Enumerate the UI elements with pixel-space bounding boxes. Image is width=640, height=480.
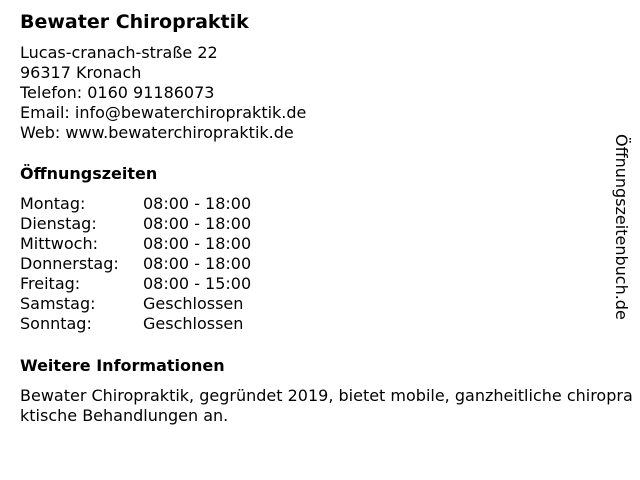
hours-value: 08:00 - 15:00: [143, 274, 252, 293]
city-postal-code: 96317 Kronach: [20, 63, 142, 82]
hours-row: [20, 254, 251, 274]
street-address: Lucas-cranach-straße 22: [20, 43, 218, 62]
hours-value: Geschlossen: [143, 314, 244, 333]
hours-value: 08:00 - 18:00: [143, 254, 252, 273]
hours-row: [20, 214, 251, 234]
hours-row: [20, 234, 251, 254]
business-name: Bewater Chiropraktik: [20, 11, 249, 33]
opening-hours-heading: Öffnungszeiten: [20, 164, 158, 183]
more-info-text: Bewater Chiropraktik, gegründet 2019, bietet mobile, ganzheitliche chiropraktische Behandlungen an.: [20, 386, 633, 425]
hours-value: Geschlossen: [143, 294, 244, 313]
phone-number: Telefon: 0160 91186073: [20, 83, 215, 102]
hours-value: 08:00 - 18:00: [143, 214, 252, 233]
day-label: Donnerstag:: [20, 254, 119, 273]
source-watermark: Öffnungszeitenbuch.de: [612, 134, 631, 320]
more-info-heading: Weitere Informationen: [20, 356, 225, 375]
email-address: Email: info@bewaterchiropraktik.de: [20, 103, 307, 122]
hours-value: 08:00 - 18:00: [143, 194, 252, 213]
hours-row: [20, 314, 251, 334]
hours-row: [20, 194, 251, 214]
hours-value: 08:00 - 18:00: [143, 234, 252, 253]
opening-hours-table: [20, 194, 251, 334]
day-label: Mittwoch:: [20, 234, 98, 253]
hours-row: [20, 274, 251, 294]
hours-row: [20, 294, 251, 314]
day-label: Dienstag:: [20, 214, 97, 233]
address-block: [20, 43, 610, 143]
day-label: Montag:: [20, 194, 86, 213]
day-label: Samstag:: [20, 294, 96, 313]
day-label: Sonntag:: [20, 314, 92, 333]
day-label: Freitag:: [20, 274, 81, 293]
website-address: Web: www.bewaterchiropraktik.de: [20, 123, 294, 142]
